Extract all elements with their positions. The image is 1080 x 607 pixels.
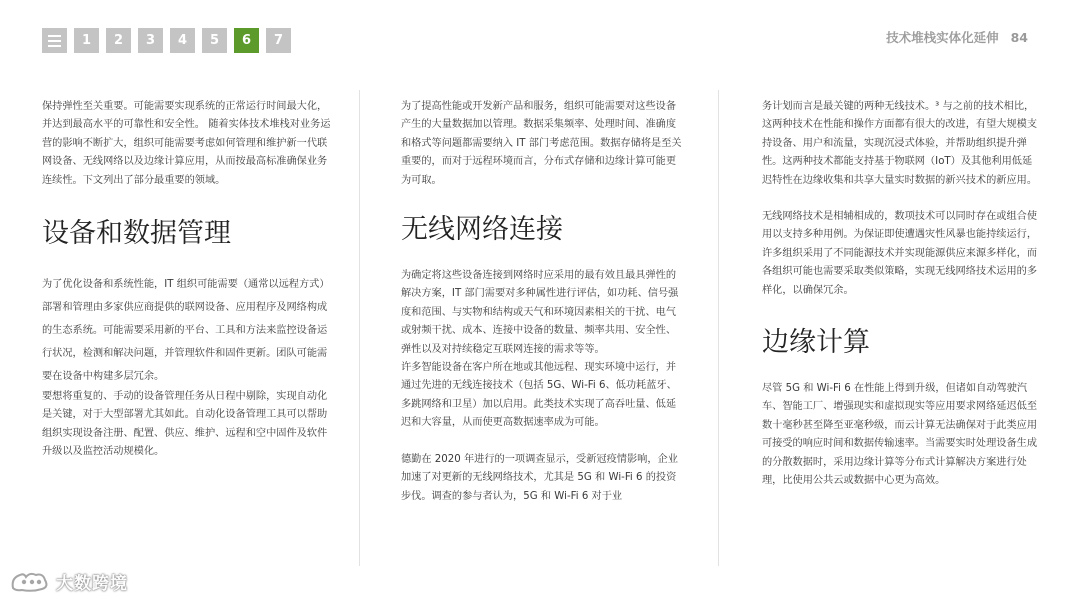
col3-paragraph-2: 无线网络技术是相辅相成的，数项技术可以同时存在或组合使用以支持多种用例。为保证即使遭遇灾性风暴也能持续运行，许多组织采用了不同能源技术并实现能源供应来源多样化，而各组织可能也需要采取类似策略，实现无线网络技术运用的多样化，以确保冗余。 xyxy=(762,211,1038,296)
col1-paragraph-2: 要想将重复的、手动的设备管理任务从日程中剔除，实现自动化是关键，对于大型部署尤其如此。自动化设备管理工具可以帮助组织实现设备注册、配置、供应、维护、远程和空中固件及软件升级以及监控活动规模化。 xyxy=(42,391,328,458)
watermark-logo-icon xyxy=(10,570,50,594)
nav-item-6[interactable]: 6 xyxy=(234,28,259,53)
nav-item-7[interactable]: 7 xyxy=(266,28,291,53)
column-1 xyxy=(42,98,332,462)
nav-item-4[interactable]: 4 xyxy=(170,28,195,53)
page-number: 84 xyxy=(1010,30,1028,45)
col2-paragraph-2: 许多智能设备在客户所在地或其他远程、现实环境中运行，并通过先进的无线连接技术（包括 5G、Wi-Fi 6、低功耗蓝牙、多跳网络和卫星）加以启用。此类技术实现了高吞吐量、低延迟和大容量，从而使更高数据速率成为可能。 xyxy=(401,362,677,429)
watermark xyxy=(10,569,128,594)
col1-intro-text: 保持弹性至关重要。可能需要实现系统的正常运行时间最大化，并达到最高水平的可靠性和安全性。 随着实体技术堆栈对业务运营的影响不断扩大，组织可能需要考虑如何管理和维护新一代联网设备、无线网络以及边缘计算应用，从而按最高标准确保业务连续性。下文列出了部分最重要的领域。 xyxy=(42,101,331,186)
heading-wireless-connectivity: 无线网络连接 xyxy=(401,214,563,246)
page-header xyxy=(886,28,1028,46)
col2-paragraph-3: 德勤在 2020 年进行的一项调查显示，受新冠疫情影响，企业加速了对更新的无线网络技术，尤其是 5G 和 Wi-Fi 6 的投资步伐。调查的参与者认为，5G 和 Wi-Fi 6 对于业 xyxy=(401,453,678,502)
column-divider-1 xyxy=(359,90,360,566)
header-title: 技术堆栈实体化延伸 xyxy=(886,30,999,45)
col3-paragraph-1: 务计划而言是最关键的两种无线技术。³ 与之前的技术相比，这两种技术在性能和操作方面都有很大的改进，有望大规模支持设备、用户和流量，实现沉浸式体验，并帮助组织提升弹性。这两种技术都能支持基于物联网（IoT）及其他利用低延迟特性在边缘收集和共享大量实时数据的新兴技术的新应用。 xyxy=(762,101,1038,186)
nav-item-3[interactable]: 3 xyxy=(138,28,163,53)
menu-icon xyxy=(48,35,61,47)
nav-item-2[interactable]: 2 xyxy=(106,28,131,53)
section-nav xyxy=(42,28,291,53)
column-3 xyxy=(762,98,1042,491)
col3-paragraph-3: 尽管 5G 和 Wi-Fi 6 在性能上得到升级，但诸如自动驾驶汽车、智能工厂、增强现实和虚拟现实等应用要求网络延迟低至数十毫秒甚至降至亚毫秒级，而云计算无法确保对于此类应用可接受的响应时间和数据传输速率。当需要实时处理设备生成的分散数据时，采用边缘计算等分布式计算解决方案进行处理，比使用公共云或数据中心更为高效。 xyxy=(762,383,1038,487)
watermark-text: 大数跨境 xyxy=(56,574,128,594)
col2-intro-text: 为了提高性能或开发新产品和服务，组织可能需要对这些设备产生的大量数据加以管理。数据采集频率、处理时间、准确度和格式等问题都需要纳入 IT 部门考虑范围。数据存储将是至关重要的，而对于远程环境而言，分布式存储和边缘计算可能更为可取。 xyxy=(401,101,682,186)
col2-paragraph-1: 为确定将这些设备连接到网络时应采用的最有效且最具弹性的解决方案，IT 部门需要对多种属性进行评估，如功耗、信号强度和范围、与实物和结构或天气和环境因素相关的干扰、电气或射频干扰、成本、连接中设备的数量、频率共用、安全性、弹性以及对持续稳定互联网连接的需求等等。 xyxy=(401,270,679,355)
col1-paragraph-1: 为了优化设备和系统性能，IT 组织可能需要（通常以远程方式）部署和管理由多家供应商提供的联网设备、应用程序及网络构成的生态系统。可能需要采用新的平台、工具和方法来监控设备运行状况，检测和解决问题，并管理软件和固件更新。团队可能需要在设备中构建多层冗余。 xyxy=(42,279,330,383)
menu-button[interactable] xyxy=(42,28,67,53)
heading-edge-computing: 边缘计算 xyxy=(762,327,870,359)
column-divider-2 xyxy=(718,90,719,566)
nav-item-5[interactable]: 5 xyxy=(202,28,227,53)
heading-device-data-management: 设备和数据管理 xyxy=(42,218,231,250)
nav-item-1[interactable]: 1 xyxy=(74,28,99,53)
column-2 xyxy=(401,98,686,506)
